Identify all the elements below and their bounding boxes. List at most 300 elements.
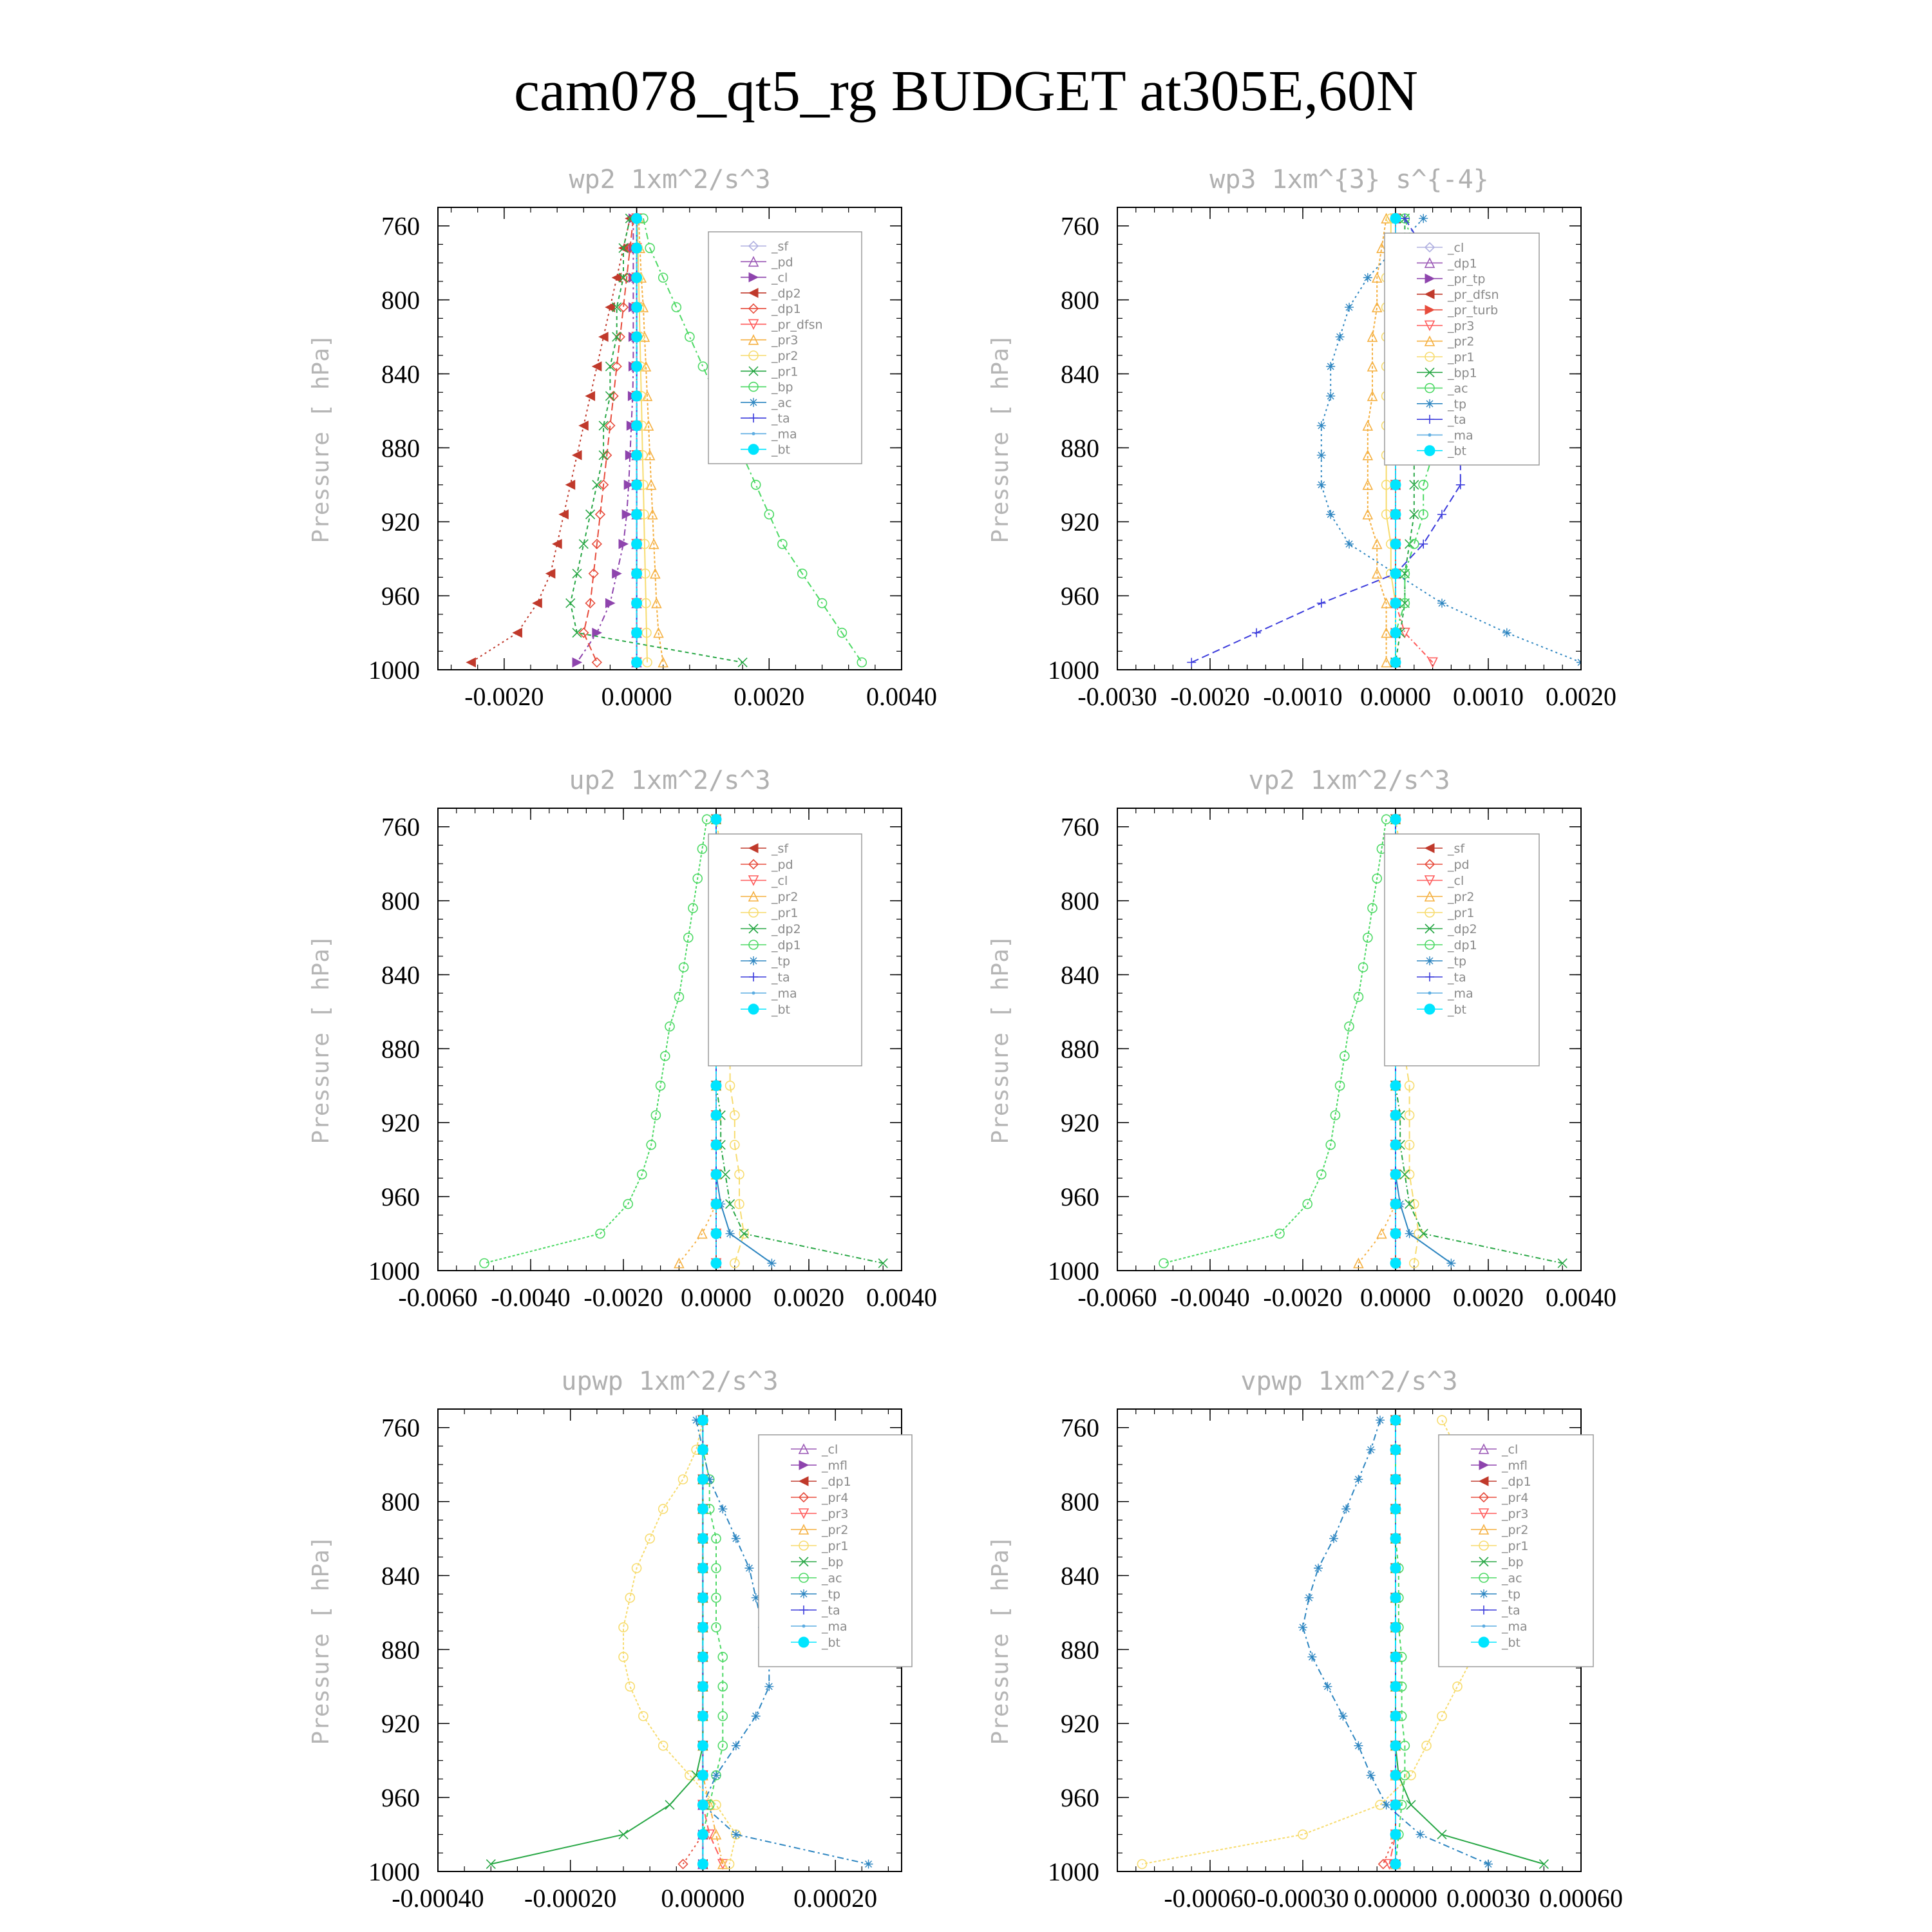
data-point — [632, 361, 642, 372]
data-point — [632, 509, 642, 520]
x-tick-label: 0.0010 — [1453, 682, 1524, 711]
data-point — [1390, 1593, 1401, 1603]
data-point — [697, 1474, 708, 1484]
legend-label: _ma — [822, 1620, 848, 1634]
legend-label: _pr2 — [1448, 890, 1475, 904]
series-line-pr2 — [703, 1420, 723, 1864]
data-point — [632, 302, 642, 312]
legend-label: _pr4 — [822, 1491, 849, 1505]
y-tick-label: 1000 — [368, 1857, 420, 1886]
y-axis-label: Pressure [ hPa] — [308, 1535, 334, 1745]
legend-label: _dp2 — [1448, 922, 1477, 936]
x-tick-label: -0.0040 — [1170, 1283, 1250, 1312]
y-tick-label: 800 — [381, 886, 420, 916]
legend-label: _tp — [822, 1587, 841, 1602]
data-point — [612, 569, 621, 578]
y-tick-label: 840 — [381, 1561, 420, 1591]
x-tick-label: -0.0010 — [1263, 682, 1343, 711]
legend-label: _bp — [772, 380, 793, 395]
data-point — [632, 628, 642, 638]
data-point — [1456, 480, 1465, 489]
y-tick-label: 1000 — [1048, 1256, 1099, 1285]
data-point — [1390, 598, 1401, 609]
legend-label: _dp2 — [772, 286, 801, 301]
legend-label: _dp1 — [822, 1475, 851, 1489]
legend-marker — [752, 992, 755, 995]
y-tick-label: 880 — [381, 1034, 420, 1064]
data-point — [592, 658, 601, 667]
data-point — [752, 480, 761, 489]
legend-label: _ta — [1448, 413, 1466, 428]
legend-marker — [1482, 1625, 1486, 1628]
data-point — [1382, 1801, 1391, 1810]
data-point — [1437, 1830, 1446, 1839]
series-line-pr2 — [638, 218, 647, 662]
data-point — [1252, 629, 1261, 638]
legend-label: _pr1 — [822, 1539, 849, 1553]
legend-label: _cl — [1448, 241, 1464, 255]
x-tick-label: 0.00020 — [793, 1884, 878, 1913]
series-line-pr3 — [1389, 1420, 1396, 1864]
data-point — [864, 1860, 873, 1869]
legend-label: _pr1 — [1448, 350, 1475, 365]
legend-label: _pr3 — [822, 1507, 849, 1521]
data-point — [592, 362, 601, 371]
chart-panel-6 — [987, 1367, 1623, 1913]
data-point — [632, 391, 642, 401]
legend-label: _pd — [772, 858, 793, 872]
x-tick-label: 0.0020 — [1546, 682, 1616, 711]
y-axis-label: Pressure [ hPa] — [308, 934, 334, 1144]
y-tick-label: 920 — [1061, 507, 1099, 537]
y-tick-label: 880 — [1061, 1635, 1099, 1665]
data-point — [697, 1681, 708, 1692]
series-line-dp1 — [583, 218, 633, 662]
data-point — [592, 480, 601, 489]
data-point — [1326, 392, 1335, 401]
panel-title: vp2 1xm^2/s^3 — [1248, 766, 1450, 795]
y-tick-label: 800 — [381, 285, 420, 315]
y-tick-label: 960 — [1061, 1182, 1099, 1212]
chart-panel-2 — [987, 165, 1616, 711]
data-point — [632, 421, 642, 431]
data-point — [697, 1652, 708, 1662]
x-tick-label: 0.00060 — [1539, 1884, 1623, 1913]
panel-title: vpwp 1xm^2/s^3 — [1240, 1367, 1458, 1396]
legend-marker — [1428, 992, 1432, 995]
data-point — [1416, 1830, 1425, 1839]
legend-label: _pr1 — [1448, 906, 1475, 920]
legend-label: _pr2 — [1448, 334, 1475, 349]
data-point — [697, 1711, 708, 1721]
legend-label: _ac — [822, 1571, 842, 1586]
data-point — [1390, 1081, 1401, 1091]
data-point — [1419, 1229, 1428, 1238]
data-point — [1307, 1653, 1316, 1662]
legend-label: _ac — [1502, 1571, 1522, 1586]
legend-label: _cl — [772, 874, 788, 888]
data-point — [1390, 480, 1401, 490]
data-point — [480, 1259, 489, 1268]
legend-label: _dp1 — [1448, 938, 1477, 952]
x-tick-label: 0.0020 — [773, 1283, 844, 1312]
data-point — [1390, 1681, 1401, 1692]
x-tick-label: -0.0060 — [398, 1283, 478, 1312]
legend-marker — [1479, 1589, 1488, 1598]
data-point — [711, 814, 721, 824]
series-line-dp2 — [471, 218, 630, 662]
data-point — [1298, 1830, 1307, 1839]
data-point — [632, 598, 642, 609]
data-point — [1187, 658, 1196, 667]
data-point — [697, 1800, 708, 1810]
x-tick-label: -0.0020 — [1170, 682, 1250, 711]
y-tick-label: 840 — [1061, 359, 1099, 389]
y-tick-label: 1000 — [1048, 656, 1099, 685]
data-point — [632, 213, 642, 223]
data-point — [573, 629, 582, 638]
legend-label: _sf — [772, 842, 789, 856]
legend-label: _tp — [1448, 397, 1467, 412]
data-point — [732, 1830, 741, 1839]
data-point — [1390, 1830, 1401, 1840]
series-markers-dp1 — [480, 815, 712, 1267]
x-tick-label: 0.00000 — [1354, 1884, 1437, 1913]
chart-panel-1 — [308, 165, 937, 711]
legend-label: _pr2 — [772, 890, 799, 904]
legend — [759, 1435, 912, 1667]
legend-label: _ma — [772, 427, 797, 442]
data-point — [1410, 540, 1419, 549]
data-point — [697, 1830, 708, 1840]
legend-marker — [749, 398, 758, 407]
data-point — [1390, 658, 1401, 668]
series-markers-dp2 — [466, 214, 634, 667]
data-point — [632, 658, 642, 668]
data-point — [1502, 629, 1511, 638]
data-point — [632, 569, 642, 579]
legend-label: _dp2 — [772, 922, 801, 936]
legend-marker — [1425, 399, 1434, 408]
legend-label: _pr_turb — [1448, 303, 1499, 318]
legend-marker — [1425, 1004, 1435, 1014]
data-point — [1354, 1475, 1363, 1484]
data-point — [1341, 1504, 1350, 1513]
y-tick-label: 960 — [381, 1182, 420, 1212]
data-point — [1345, 303, 1354, 312]
legend-label: _bt — [772, 442, 791, 457]
data-point — [1376, 1416, 1385, 1425]
data-point — [632, 480, 642, 490]
data-point — [711, 1110, 721, 1121]
y-tick-label: 960 — [381, 1783, 420, 1813]
legend-label: _pr4 — [1502, 1491, 1529, 1505]
data-point — [546, 569, 555, 578]
data-point — [697, 1741, 708, 1751]
legend-label: _pr2 — [822, 1523, 849, 1537]
x-tick-label: 0.0000 — [1360, 1283, 1431, 1312]
legend-label: _bp — [1502, 1555, 1524, 1569]
x-tick-label: 0.0040 — [866, 682, 937, 711]
data-point — [764, 1682, 773, 1691]
data-point — [625, 1682, 634, 1691]
series-line-ac — [703, 1420, 723, 1864]
data-point — [711, 1229, 721, 1239]
data-point — [1345, 540, 1354, 549]
legend-label: _cl — [1448, 874, 1464, 888]
y-tick-label: 840 — [381, 960, 420, 990]
legend-label: _pr1 — [1502, 1539, 1529, 1553]
y-tick-label: 1000 — [1048, 1857, 1099, 1886]
x-tick-label: -0.00040 — [392, 1884, 484, 1913]
legend-label: _ma — [1502, 1620, 1528, 1634]
y-tick-label: 1000 — [368, 1256, 420, 1285]
legend-label: _bt — [1448, 1003, 1467, 1017]
data-point — [697, 1444, 708, 1455]
x-tick-label: -0.0030 — [1077, 682, 1157, 711]
y-tick-label: 880 — [381, 1635, 420, 1665]
chart-panel-3 — [308, 766, 937, 1312]
data-point — [1317, 599, 1326, 608]
legend — [708, 232, 862, 464]
legend-label: _pr2 — [1502, 1523, 1529, 1537]
data-point — [1390, 1140, 1401, 1150]
y-tick-label: 840 — [1061, 960, 1099, 990]
data-point — [697, 1859, 708, 1870]
legend-label: _tp — [1448, 954, 1467, 969]
legend-label: _pd — [772, 255, 793, 270]
data-point — [632, 539, 642, 549]
data-point — [1390, 1741, 1401, 1751]
y-axis-label: Pressure [ hPa] — [308, 334, 334, 544]
data-point — [1406, 1801, 1416, 1810]
y-tick-label: 840 — [1061, 1561, 1099, 1591]
legend-marker — [799, 1637, 809, 1647]
legend-label: _pr_dfsn — [772, 317, 823, 332]
legend-label: _pr3 — [772, 333, 799, 348]
y-tick-label: 760 — [1061, 1413, 1099, 1443]
data-point — [1390, 1859, 1401, 1870]
x-tick-label: -0.0060 — [1077, 1283, 1157, 1312]
data-point — [1390, 1533, 1401, 1544]
data-point — [679, 1475, 688, 1484]
data-point — [632, 243, 642, 253]
series-line-dp1 — [1164, 819, 1387, 1263]
data-point — [752, 1712, 761, 1721]
legend-marker — [749, 956, 758, 965]
panel-title: wp3 1xm^{3} s^{-4} — [1209, 165, 1489, 194]
data-point — [1317, 480, 1326, 489]
legend-label: _ta — [772, 971, 790, 985]
data-point — [1390, 1110, 1401, 1121]
data-point — [1484, 1860, 1493, 1869]
y-tick-label: 920 — [1061, 1709, 1099, 1739]
data-point — [1317, 421, 1326, 430]
legend-label: _bt — [1448, 444, 1467, 459]
data-point — [632, 272, 642, 283]
x-tick-label: 0.0000 — [681, 1283, 752, 1312]
x-tick-label: -0.00060 — [1164, 1884, 1256, 1913]
data-point — [632, 332, 642, 342]
y-tick-label: 800 — [1061, 886, 1099, 916]
data-point — [1367, 1445, 1376, 1454]
data-point — [559, 510, 568, 519]
page-title: cam078_qt5_rg BUDGET at305E,60N — [513, 59, 1418, 123]
y-tick-label: 760 — [1061, 812, 1099, 842]
data-point — [1390, 1258, 1401, 1269]
y-tick-label: 920 — [381, 1108, 420, 1138]
data-point — [1390, 1563, 1401, 1573]
data-point — [732, 1534, 741, 1543]
y-tick-label: 760 — [381, 1413, 420, 1443]
series-markers-dp1 — [1159, 815, 1391, 1267]
data-point — [1326, 362, 1335, 371]
x-tick-label: -0.0020 — [464, 682, 544, 711]
legend-label: _ma — [772, 987, 797, 1001]
data-point — [1390, 1622, 1401, 1633]
x-tick-label: 0.0000 — [1360, 682, 1431, 711]
legend-label: _ta — [1448, 971, 1466, 985]
data-point — [566, 599, 575, 608]
legend-label: _pr_tp — [1448, 272, 1486, 287]
data-point — [679, 1860, 688, 1869]
data-point — [625, 1593, 634, 1602]
data-point — [1390, 539, 1401, 549]
y-tick-label: 840 — [381, 359, 420, 389]
legend-label: _cl — [822, 1443, 838, 1457]
data-point — [1323, 1682, 1332, 1691]
series-line-pr4 — [1383, 1420, 1396, 1864]
x-tick-label: -0.0020 — [1263, 1283, 1343, 1312]
legend-label: _pr3 — [1502, 1507, 1529, 1521]
data-point — [1390, 1199, 1401, 1209]
legend-label: _sf — [1448, 842, 1465, 856]
y-tick-label: 920 — [381, 507, 420, 537]
y-tick-label: 880 — [381, 433, 420, 463]
legend-label: _pr3 — [1448, 319, 1475, 334]
legend-label: _pr1 — [772, 906, 799, 920]
series-line-bp — [491, 1420, 703, 1864]
legend — [1385, 233, 1539, 465]
data-point — [1390, 1504, 1401, 1514]
data-point — [665, 1801, 674, 1810]
data-point — [1336, 332, 1345, 341]
legend-label: _sf — [772, 240, 789, 254]
x-tick-label: 0.0020 — [734, 682, 805, 711]
panel-title: up2 1xm^2/s^3 — [569, 766, 771, 795]
chart-panel-5 — [308, 1367, 912, 1913]
legend-label: _dp1 — [772, 302, 801, 317]
y-tick-label: 920 — [1061, 1108, 1099, 1138]
data-point — [573, 569, 582, 578]
data-point — [605, 599, 614, 608]
data-point — [711, 1258, 721, 1269]
data-point — [1390, 509, 1401, 520]
panel-title: upwp 1xm^2/s^3 — [561, 1367, 779, 1396]
data-point — [1437, 599, 1446, 608]
series-line-pr4 — [683, 1420, 703, 1864]
legend-label: _bp1 — [1448, 366, 1477, 381]
data-point — [1159, 1259, 1168, 1268]
data-point — [466, 658, 475, 667]
data-point — [744, 1564, 753, 1573]
y-tick-label: 880 — [1061, 433, 1099, 463]
y-tick-label: 760 — [1061, 211, 1099, 241]
data-point — [1446, 1259, 1455, 1268]
x-tick-label: 0.0040 — [866, 1283, 937, 1312]
y-tick-label: 960 — [1061, 582, 1099, 611]
y-tick-label: 880 — [1061, 1034, 1099, 1064]
data-point — [1390, 1229, 1401, 1239]
data-point — [697, 1533, 708, 1544]
data-point — [1437, 510, 1446, 519]
data-point — [1390, 1711, 1401, 1721]
legend-label: _cl — [772, 270, 788, 285]
legend-label: _pr2 — [772, 349, 799, 363]
legend-label: _tp — [772, 954, 791, 969]
data-point — [767, 1259, 776, 1268]
data-point — [718, 1504, 727, 1513]
y-axis-label: Pressure [ hPa] — [987, 334, 1014, 544]
data-point — [857, 658, 866, 667]
data-point — [632, 450, 642, 460]
data-point — [711, 1199, 721, 1209]
data-point — [685, 332, 694, 341]
data-point — [698, 362, 707, 371]
data-point — [697, 1622, 708, 1633]
legend-marker — [1425, 956, 1434, 965]
data-point — [566, 480, 575, 489]
series-line-cl — [577, 218, 633, 662]
data-point — [1314, 1564, 1323, 1573]
data-point — [697, 1563, 708, 1573]
data-point — [1367, 1771, 1376, 1780]
y-tick-label: 800 — [381, 1487, 420, 1517]
legend-label: _bp — [822, 1555, 844, 1569]
legend — [1385, 834, 1539, 1066]
legend-label: _mfl — [822, 1459, 848, 1473]
series-line-pr1 — [1142, 1420, 1488, 1864]
y-tick-label: 800 — [1061, 285, 1099, 315]
data-point — [1326, 510, 1335, 519]
data-point — [1390, 213, 1401, 223]
x-tick-label: -0.0020 — [583, 1283, 663, 1312]
data-point — [573, 658, 582, 667]
data-point — [697, 1504, 708, 1514]
data-point — [619, 540, 628, 549]
chart-panel-4 — [987, 766, 1616, 1312]
data-point — [579, 540, 588, 549]
legend-label: _bt — [822, 1636, 841, 1650]
x-tick-label: 0.00000 — [661, 1884, 745, 1913]
legend-marker — [802, 1625, 806, 1628]
data-point — [1405, 1229, 1414, 1238]
data-point — [711, 1170, 721, 1180]
data-point — [1317, 451, 1326, 460]
legend-marker — [748, 444, 759, 455]
data-point — [1382, 658, 1391, 667]
panel-title: wp2 1xm^2/s^3 — [569, 165, 771, 194]
legend-marker — [748, 1004, 759, 1014]
legend-label: _pr1 — [772, 365, 799, 379]
series-line-dp1 — [484, 819, 707, 1263]
data-point — [619, 1830, 628, 1839]
series-line-pr1 — [623, 1420, 736, 1864]
data-point — [732, 1741, 741, 1750]
data-point — [1390, 1415, 1401, 1425]
data-point — [711, 1140, 721, 1150]
data-point — [513, 629, 522, 638]
